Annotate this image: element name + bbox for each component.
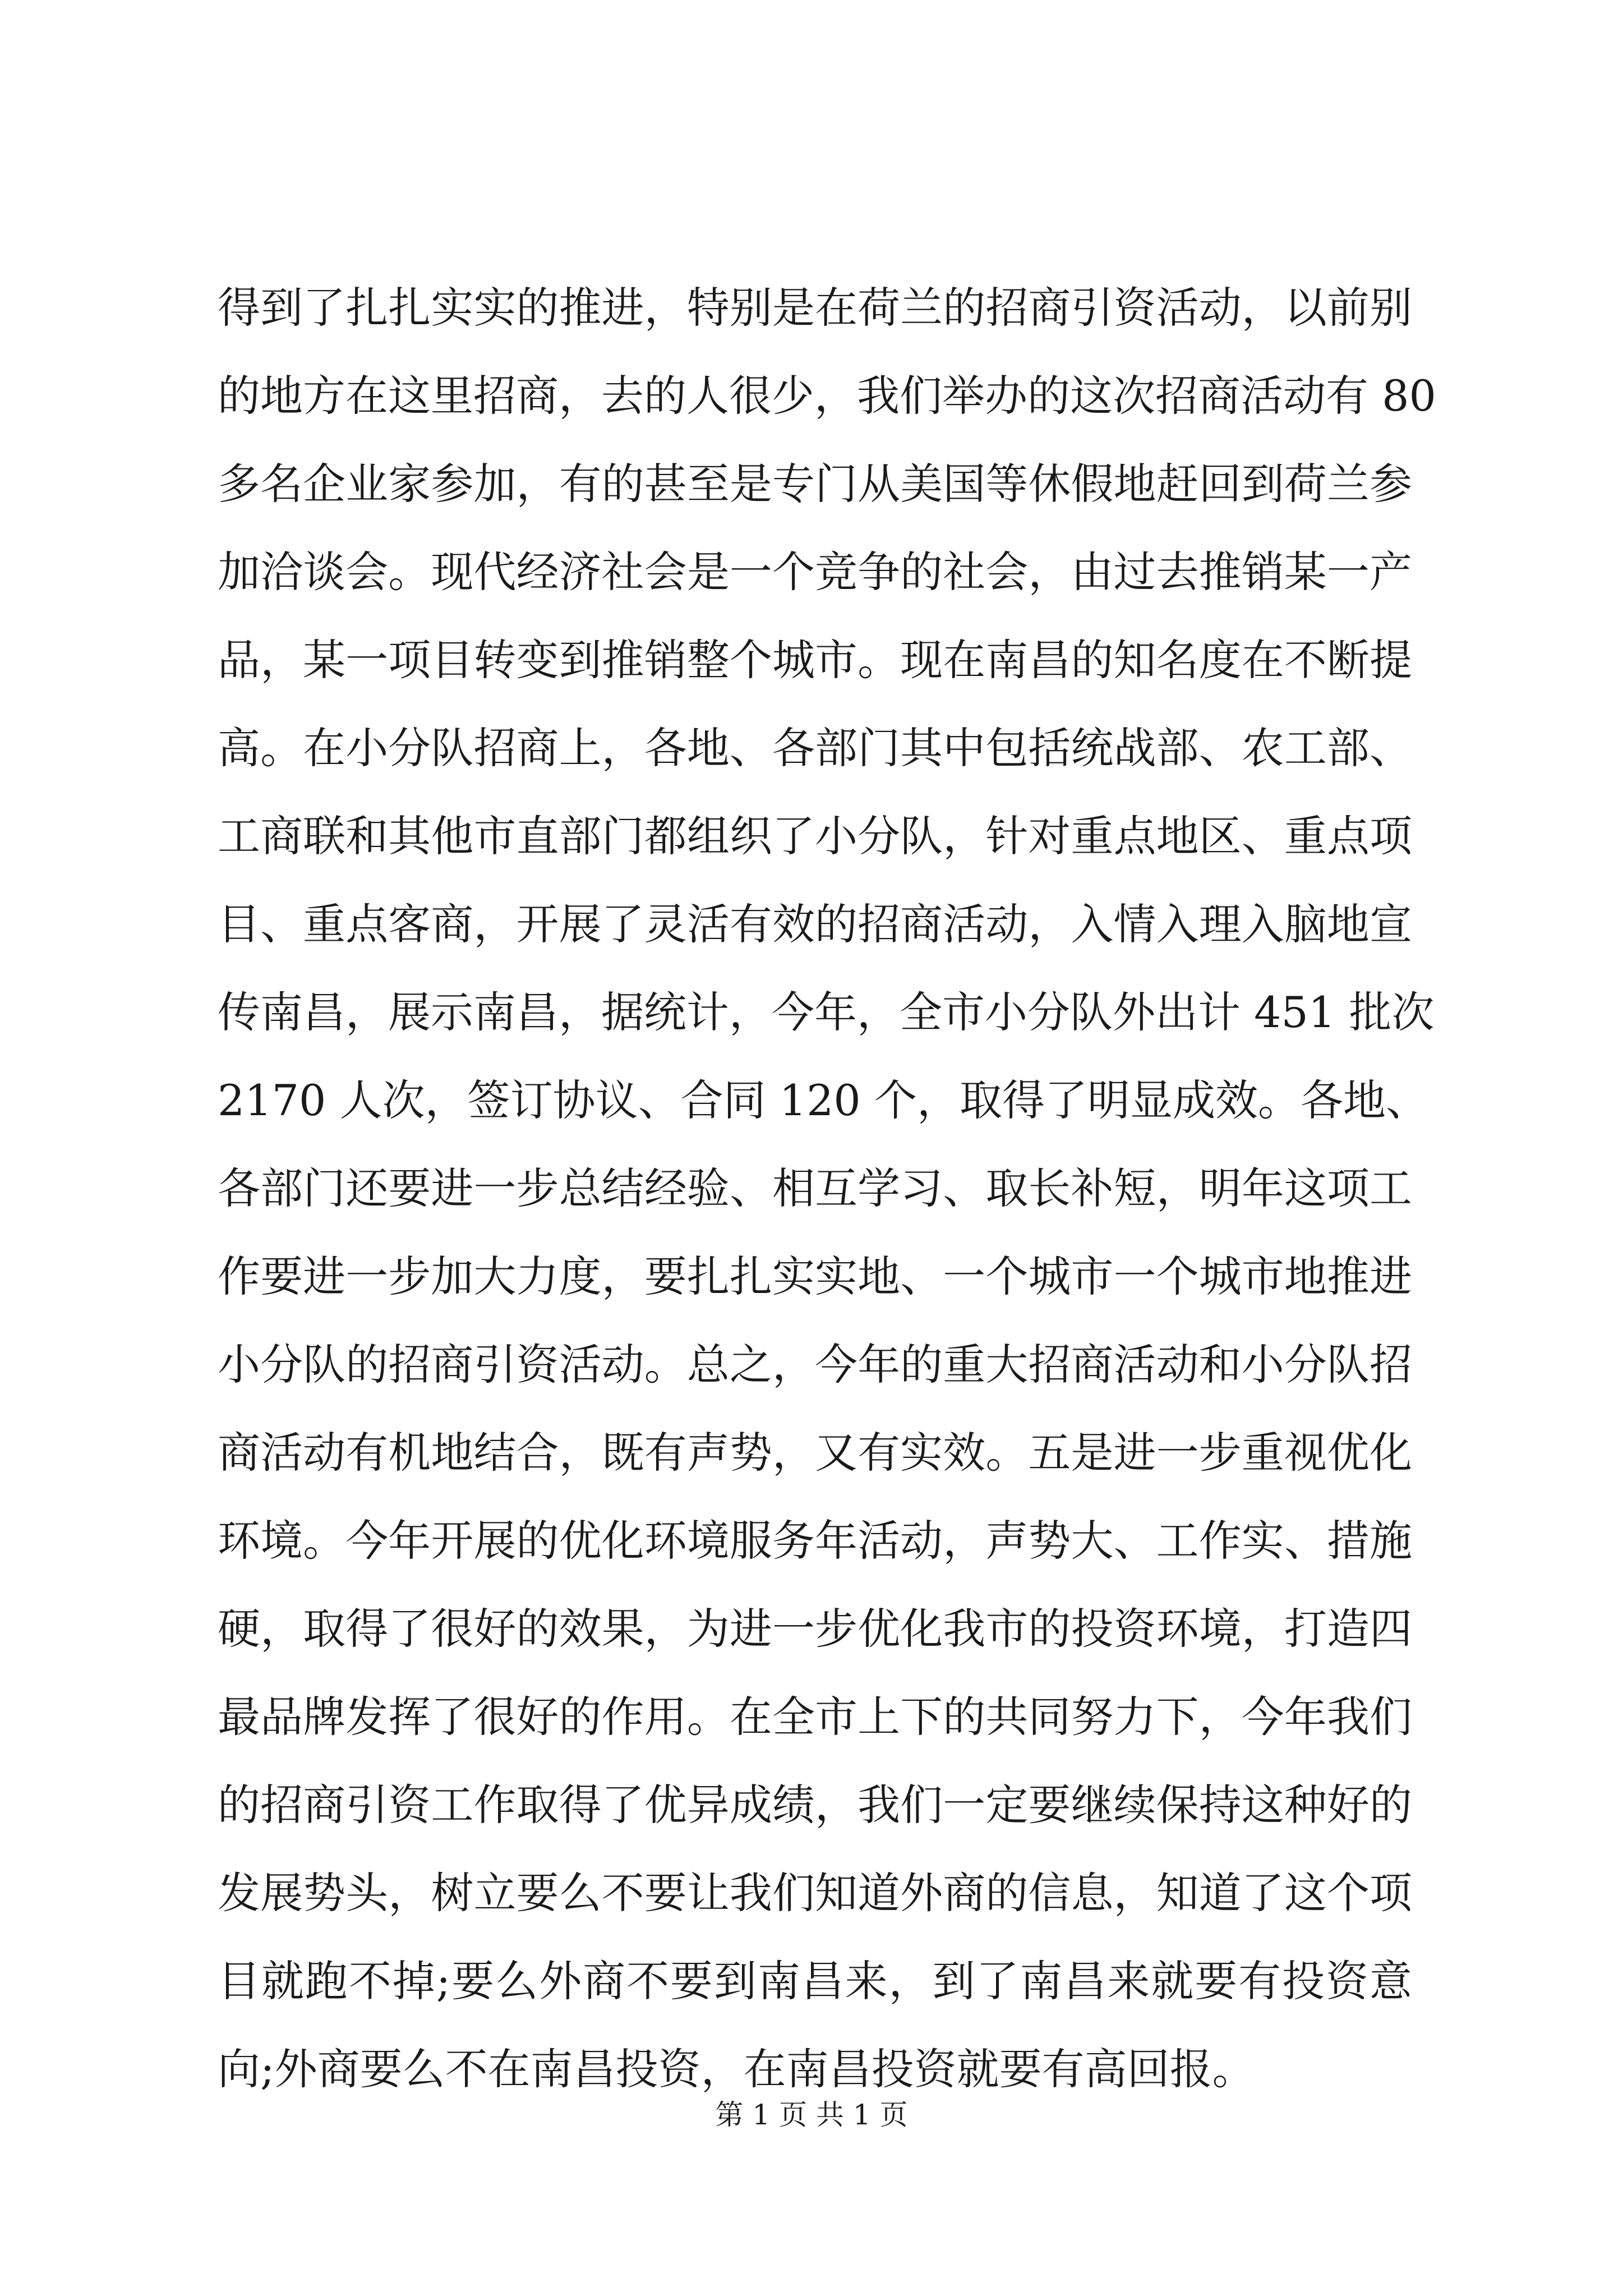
text-line: 发展势头，树立要么不要让我们知道外商的信息，知道了这个项	[218, 1868, 1412, 1918]
text-line: 作要进一步加大力度，要扎扎实实地、一个城市一个城市地推进	[218, 1251, 1412, 1301]
text-line: 工商联和其他市直部门都组织了小分队，针对重点地区、重点项	[218, 811, 1412, 861]
text-line: 的招商引资工作取得了优异成绩，我们一定要继续保持这种好的	[218, 1780, 1412, 1830]
text-line: 向;外商要么不在南昌投资，在南昌投资就要有高回报。	[218, 2044, 1255, 2094]
page-footer: 第 1 页 共 1 页	[715, 2099, 908, 2131]
text-line: 高。在小分队招商上，各地、各部门其中包括统战部、农工部、	[218, 723, 1412, 773]
text-line: 目就跑不掉;要么外商不要到南昌来，到了南昌来就要有投资意	[218, 1956, 1412, 2006]
text-line: 环境。今年开展的优化环境服务年活动，声势大、工作实、措施	[218, 1516, 1412, 1566]
text-line: 传南昌，展示南昌，据统计，今年，全市小分队外出计 451 批次	[218, 987, 1435, 1037]
text-line: 各部门还要进一步总结经验、相互学习、取长补短，明年这项工	[218, 1163, 1412, 1213]
text-line: 2170 人次，签订协议、合同 120 个，取得了明显成效。各地、	[218, 1075, 1428, 1125]
body-text	[218, 264, 1436, 2113]
text-line: 得到了扎扎实实的推进，特别是在荷兰的招商引资活动，以前别	[218, 283, 1412, 333]
text-line: 多名企业家参加，有的甚至是专门从美国等休假地赶回到荷兰参	[218, 459, 1412, 509]
text-line: 硬，取得了很好的效果，为进一步优化我市的投资环境，打造四	[218, 1604, 1412, 1654]
text-line: 最品牌发挥了很好的作用。在全市上下的共同努力下，今年我们	[218, 1692, 1412, 1742]
text-line: 的地方在这里招商，去的人很少，我们举办的这次招商活动有 80	[218, 371, 1436, 421]
text-line: 加洽谈会。现代经济社会是一个竞争的社会，由过去推销某一产	[218, 547, 1412, 597]
text-line: 商活动有机地结合，既有声势，又有实效。五是进一步重视优化	[218, 1428, 1412, 1478]
text-line: 目、重点客商，开展了灵活有效的招商活动，入情入理入脑地宣	[218, 899, 1412, 949]
text-line: 品，某一项目转变到推销整个城市。现在南昌的知名度在不断提	[218, 635, 1412, 685]
text-line: 小分队的招商引资活动。总之，今年的重大招商活动和小分队招	[218, 1340, 1412, 1389]
